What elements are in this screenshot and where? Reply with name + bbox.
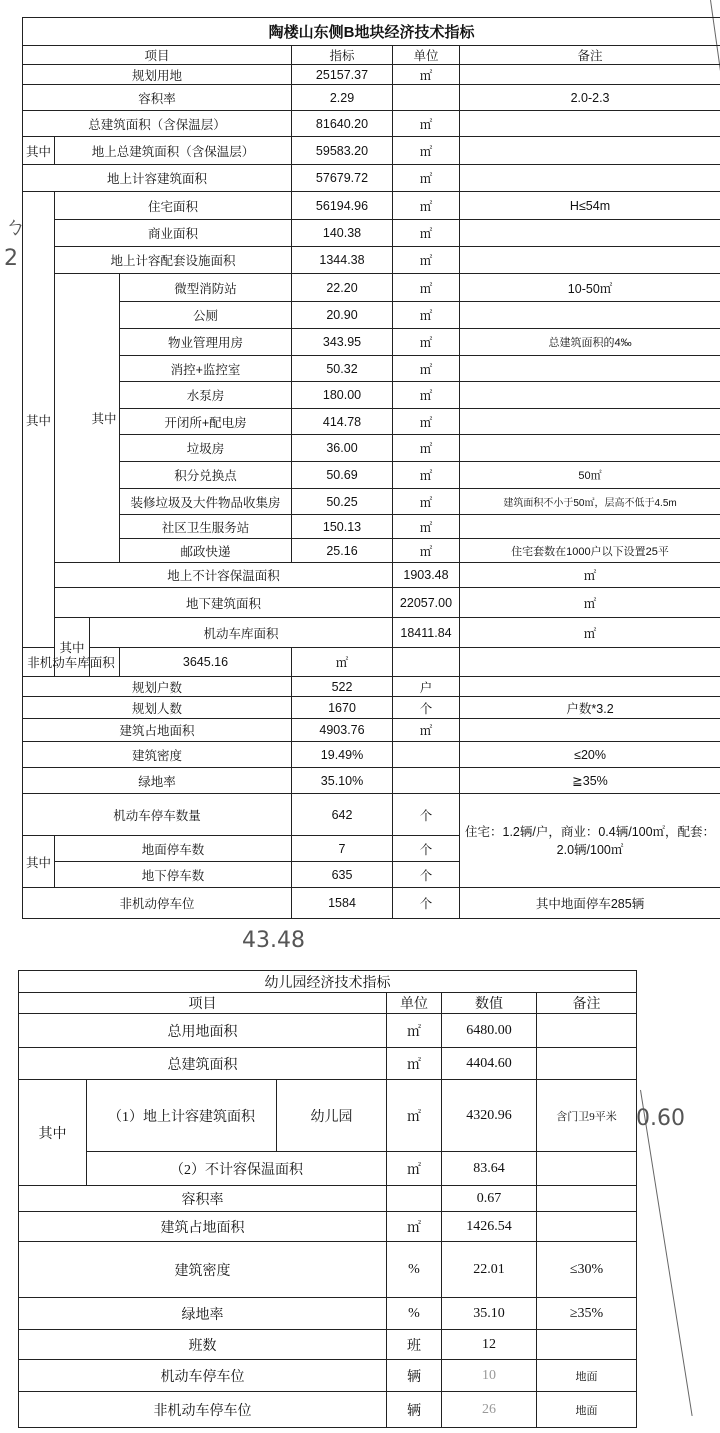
row-note: 总建筑面积的4‰ [460, 329, 720, 356]
row-label: 地上不计容保温面积 [55, 563, 393, 588]
row-note [460, 356, 720, 382]
row-unit: 个 [393, 888, 460, 919]
row-note: 其中地面停车285辆 [460, 888, 720, 919]
row-label: 机动车停车数量 [23, 794, 292, 836]
table-row [23, 165, 720, 192]
group-label: 其中 [19, 1080, 87, 1186]
row-label: 装修垃圾及大件物品收集房 [120, 489, 292, 515]
row-label: 非机动停车位 [23, 888, 292, 919]
row-value: 56194.96 [292, 192, 393, 220]
row-unit: ㎡ [393, 409, 460, 435]
row-label: 积分兑换点 [120, 462, 292, 489]
row-unit: ㎡ [460, 563, 720, 588]
row-value: 4903.76 [292, 719, 393, 742]
row-label: 容积率 [23, 85, 292, 111]
row-value: 7 [292, 836, 393, 862]
row-value: 22.20 [292, 274, 393, 302]
row-label: 建筑占地面积 [19, 1212, 387, 1242]
row-unit: 个 [393, 836, 460, 862]
table-row [23, 462, 720, 489]
row-value: 150.13 [292, 515, 393, 539]
row-note [460, 65, 720, 85]
row-value: 50.25 [292, 489, 393, 515]
background-line [640, 1090, 693, 1416]
table-row [23, 742, 720, 768]
table-row [23, 794, 720, 836]
table-row [23, 220, 720, 247]
row-note: 户数*3.2 [460, 697, 720, 719]
row-unit: ㎡ [393, 515, 460, 539]
row-note: 住宅套数在1000户以下设置25平 [460, 539, 720, 563]
row-unit: 辆 [387, 1360, 442, 1392]
row-unit: 辆 [387, 1392, 442, 1428]
header-unit: 单位 [387, 993, 442, 1014]
row-label: 公厕 [120, 302, 292, 329]
table-row [23, 719, 720, 742]
row-note [460, 137, 720, 165]
row-unit: ㎡ [393, 382, 460, 409]
row-value: 18411.84 [393, 618, 460, 648]
row-label: 社区卫生服务站 [120, 515, 292, 539]
table-row [23, 563, 720, 588]
table-row [23, 588, 720, 618]
table-row [23, 302, 720, 329]
row-note: 建筑面积不小于50㎡，层高不低于4.5m [460, 489, 720, 515]
row-note [537, 1186, 637, 1212]
row-label: 地下停车数 [55, 862, 292, 888]
row-label: 地上计容配套设施面积 [55, 247, 292, 274]
row-unit: ㎡ [393, 165, 460, 192]
row-label: 垃圾房 [120, 435, 292, 462]
group-label: 其中 [23, 192, 55, 648]
row-unit: ㎡ [460, 588, 720, 618]
row-note [460, 435, 720, 462]
row-note: 地面 [537, 1360, 637, 1392]
parking-standard-note: 住宅：1.2辆/户，商业：0.4辆/100㎡，配套：2.0辆/100㎡ [460, 794, 720, 888]
row-value: 1670 [292, 697, 393, 719]
table-row [23, 111, 720, 137]
row-value: 0.67 [442, 1186, 537, 1212]
row-note [460, 409, 720, 435]
row-note [460, 515, 720, 539]
row-value: 4404.60 [442, 1048, 537, 1080]
row-label: （1）地上计容建筑面积 [87, 1080, 277, 1152]
row-unit: ㎡ [393, 247, 460, 274]
row-unit: ㎡ [393, 719, 460, 742]
table-row [19, 1298, 637, 1330]
table-row [23, 274, 720, 302]
row-unit: ㎡ [387, 1014, 442, 1048]
row-note [460, 247, 720, 274]
row-label: 开闭所+配电房 [120, 409, 292, 435]
header-value: 指标 [292, 46, 393, 65]
row-value: 19.49% [292, 742, 393, 768]
group-label: 其中 [23, 137, 55, 165]
row-value: 1426.54 [442, 1212, 537, 1242]
header-item: 项目 [19, 993, 387, 1014]
row-value: 4320.96 [442, 1080, 537, 1152]
table-row [23, 137, 720, 165]
row-label: 地下建筑面积 [55, 588, 393, 618]
row-note: 地面 [537, 1392, 637, 1428]
row-note [537, 1152, 637, 1186]
row-unit: 班 [387, 1330, 442, 1360]
row-unit: ㎡ [393, 274, 460, 302]
row-note [460, 302, 720, 329]
row-label: 机动车停车位 [19, 1360, 387, 1392]
row-unit: ㎡ [460, 618, 720, 648]
table-row [19, 1014, 637, 1048]
table-row [23, 409, 720, 435]
row-label: 建筑密度 [23, 742, 292, 768]
table-row [23, 192, 720, 220]
row-value: 25.16 [292, 539, 393, 563]
table-row [23, 648, 720, 677]
row-value: 83.64 [442, 1152, 537, 1186]
row-label: 商业面积 [55, 220, 292, 247]
row-sublabel: 幼儿园 [277, 1080, 387, 1152]
table-row [23, 356, 720, 382]
header-note: 备注 [537, 993, 637, 1014]
group-label: 其中 [90, 274, 120, 563]
background-dimension-text: 43.48 [242, 928, 305, 953]
row-value: 35.10 [442, 1298, 537, 1330]
row-note: 含门卫9平米 [537, 1080, 637, 1152]
row-value: 22057.00 [393, 588, 460, 618]
row-unit: ㎡ [393, 356, 460, 382]
background-dimension-text: 0.60 [636, 1106, 685, 1131]
row-value: 343.95 [292, 329, 393, 356]
table-row [23, 329, 720, 356]
row-unit: ㎡ [387, 1152, 442, 1186]
row-unit: ㎡ [393, 302, 460, 329]
row-unit: ㎡ [393, 220, 460, 247]
table-row [23, 489, 720, 515]
table-row [19, 1048, 637, 1080]
row-note [460, 111, 720, 137]
row-value: 22.01 [442, 1242, 537, 1298]
row-label: 水泵房 [120, 382, 292, 409]
row-label: 规划用地 [23, 65, 292, 85]
row-value: 2.29 [292, 85, 393, 111]
row-unit: ㎡ [393, 489, 460, 515]
row-note [460, 220, 720, 247]
row-note: ≥35% [537, 1298, 637, 1330]
row-label: 地面停车数 [55, 836, 292, 862]
row-label: 总建筑面积 [19, 1048, 387, 1080]
row-label: 微型消防站 [120, 274, 292, 302]
row-label: 机动车库面积 [90, 618, 393, 648]
row-unit: 个 [393, 862, 460, 888]
row-unit: ㎡ [393, 462, 460, 489]
row-label: 规划人数 [23, 697, 292, 719]
row-value: 81640.20 [292, 111, 393, 137]
table-row [19, 1360, 637, 1392]
row-unit: ㎡ [393, 329, 460, 356]
row-note [537, 1048, 637, 1080]
row-note [537, 1212, 637, 1242]
row-label: 班数 [19, 1330, 387, 1360]
row-value: 522 [292, 677, 393, 697]
header-note: 备注 [460, 46, 720, 65]
row-label: 规划户数 [23, 677, 292, 697]
table-row [23, 65, 720, 85]
row-note: ≤20% [460, 742, 720, 768]
row-value: 26 [442, 1392, 537, 1428]
row-unit: % [387, 1298, 442, 1330]
row-value: 10 [442, 1360, 537, 1392]
row-note [537, 1330, 637, 1360]
row-unit [393, 85, 460, 111]
row-value: 140.38 [292, 220, 393, 247]
row-value: 50.69 [292, 462, 393, 489]
row-unit: ㎡ [393, 539, 460, 563]
row-unit: ㎡ [393, 111, 460, 137]
row-value: 1903.48 [393, 563, 460, 588]
row-unit: ㎡ [393, 65, 460, 85]
row-label: 绿地率 [23, 768, 292, 794]
row-unit [393, 768, 460, 794]
row-note [460, 677, 720, 697]
row-unit: 户 [393, 677, 460, 697]
row-value: 35.10% [292, 768, 393, 794]
table-row [23, 768, 720, 794]
row-unit: ㎡ [393, 137, 460, 165]
table-row [23, 677, 720, 697]
row-note: 2.0-2.3 [460, 85, 720, 111]
row-note [537, 1014, 637, 1048]
row-value: 36.00 [292, 435, 393, 462]
row-label: 非机动车停车位 [19, 1392, 387, 1428]
row-label: （2）不计容保温面积 [87, 1152, 387, 1186]
row-value: 1344.38 [292, 247, 393, 274]
table-title: 幼儿园经济技术指标 [19, 971, 637, 993]
row-label: 建筑密度 [19, 1242, 387, 1298]
row-value: 25157.37 [292, 65, 393, 85]
table-row [19, 1212, 637, 1242]
row-unit: ㎡ [387, 1080, 442, 1152]
table-row [23, 515, 720, 539]
row-value: 642 [292, 794, 393, 836]
row-note: ≤30% [537, 1242, 637, 1298]
table-title: 陶楼山东侧B地块经济技术指标 [23, 18, 720, 46]
row-value: 59583.20 [292, 137, 393, 165]
background-dimension-text: 2 [4, 246, 18, 271]
row-label: 邮政快递 [120, 539, 292, 563]
row-note [460, 382, 720, 409]
row-value: 635 [292, 862, 393, 888]
row-unit: 个 [393, 697, 460, 719]
table-row [19, 1186, 637, 1212]
header-unit: 单位 [393, 46, 460, 65]
row-label: 建筑占地面积 [23, 719, 292, 742]
table-row [23, 618, 720, 648]
row-value: 12 [442, 1330, 537, 1360]
row-value: 414.78 [292, 409, 393, 435]
row-unit: % [387, 1242, 442, 1298]
table-row [19, 1392, 637, 1428]
table-row [19, 1152, 637, 1186]
row-note [460, 719, 720, 742]
table-row [23, 247, 720, 274]
header-item: 项目 [23, 46, 292, 65]
row-unit: ㎡ [393, 192, 460, 220]
row-label: 住宅面积 [55, 192, 292, 220]
row-label: 地上总建筑面积（含保温层） [55, 137, 292, 165]
row-unit [387, 1186, 442, 1212]
plot-b-indicator-table [22, 17, 720, 919]
row-note: H≤54m [460, 192, 720, 220]
header-value: 数值 [442, 993, 537, 1014]
background-dimension-text: ㄅ [4, 215, 27, 240]
table-row [23, 697, 720, 719]
group-label: 其中 [55, 618, 90, 677]
kindergarten-indicator-table [18, 970, 637, 1428]
table-row [23, 85, 720, 111]
row-label: 地上计容建筑面积 [23, 165, 292, 192]
table-row [19, 1330, 637, 1360]
table-row [23, 382, 720, 409]
row-value: 57679.72 [292, 165, 393, 192]
row-unit: ㎡ [387, 1048, 442, 1080]
row-value: 50.32 [292, 356, 393, 382]
row-note: 10-50㎡ [460, 274, 720, 302]
row-label: 非机动车库面积 [23, 648, 120, 677]
row-unit: 个 [393, 794, 460, 836]
row-label: 总用地面积 [19, 1014, 387, 1048]
table-row [23, 435, 720, 462]
row-label: 物业管理用房 [120, 329, 292, 356]
row-note: 50㎡ [460, 462, 720, 489]
row-unit [393, 742, 460, 768]
row-value: 6480.00 [442, 1014, 537, 1048]
table-row [19, 1080, 637, 1152]
table-row [23, 539, 720, 563]
row-unit: ㎡ [393, 435, 460, 462]
row-label: 绿地率 [19, 1298, 387, 1330]
row-value: 180.00 [292, 382, 393, 409]
table-row [19, 1242, 637, 1298]
table-row [23, 888, 720, 919]
row-unit: ㎡ [292, 648, 393, 677]
row-label: 消控+监控室 [120, 356, 292, 382]
row-value: 3645.16 [120, 648, 292, 677]
group-label: 其中 [23, 836, 55, 888]
row-unit: ㎡ [387, 1212, 442, 1242]
row-note: ≧35% [460, 768, 720, 794]
row-label: 容积率 [19, 1186, 387, 1212]
row-note [460, 165, 720, 192]
row-value: 20.90 [292, 302, 393, 329]
row-value: 1584 [292, 888, 393, 919]
row-label: 总建筑面积（含保温层） [23, 111, 292, 137]
row-note [393, 648, 460, 677]
